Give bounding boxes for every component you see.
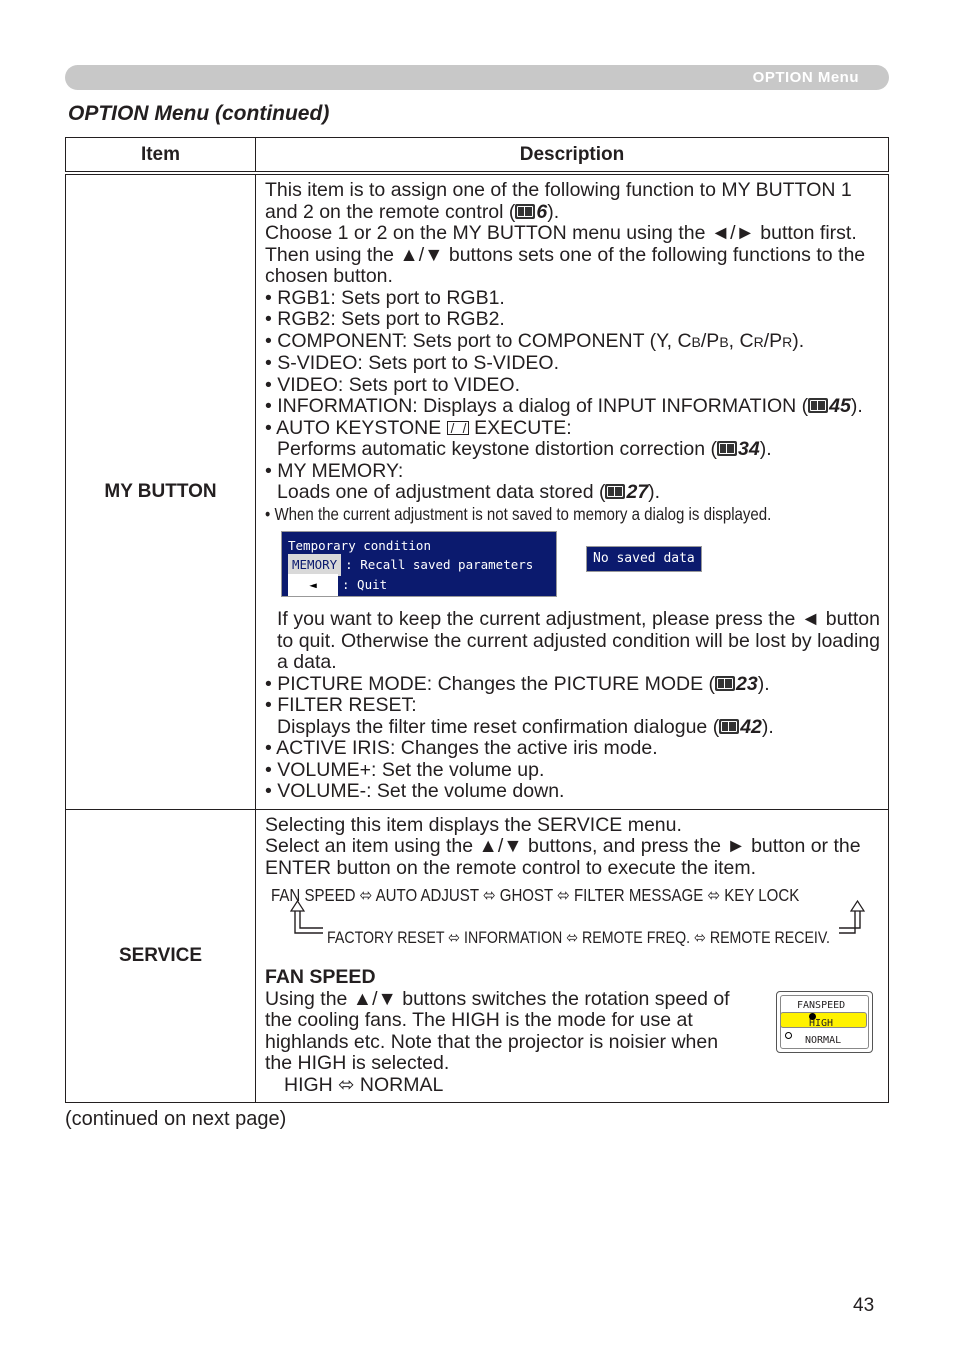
text-line: • INFORMATION: Displays a dialog of INPUT INFORMATION ( 45). — [265, 395, 863, 417]
text-line: Select an item using the ▲/▼ buttons, and press the ► button or the ENTER button on the remote control to execute the item. — [265, 835, 861, 879]
text-line: This item is to assign one of the following function to MY BUTTON 1 and 2 on the remote control ( 6). — [265, 179, 852, 223]
header-item: Item — [66, 138, 256, 172]
text-line: • VOLUME+: Set the volume up. — [265, 758, 545, 781]
text-line: • PICTURE MODE: Changes the PICTURE MODE ( 23). — [265, 672, 770, 695]
text-line: • FILTER RESET: — [265, 694, 417, 716]
text-line: • When the current adjustment is not saved to memory a dialog is displayed. — [265, 503, 772, 524]
flow-line-2: FACTORY RESET ⬄ INFORMATION ⬄ REMOTE FREQ. ⬄ REMOTE RECEIV. — [327, 929, 830, 947]
widget-title: FANSPEED — [797, 1000, 846, 1011]
text-line: • VIDEO: Sets port to VIDEO. — [265, 373, 520, 396]
osd-dialog-row — [265, 525, 880, 609]
text-line: • COMPONENT: Sets port to COMPONENT (Y, CB/PB, CR/PR). — [265, 329, 805, 352]
left-arrow-icon: ◄ — [288, 574, 338, 596]
flow-line-1: FAN SPEED ⬄ AUTO ADJUST ⬄ GHOST ⬄ FILTER MESSAGE ⬄ KEY LOCK — [271, 885, 800, 905]
keystone-icon — [447, 421, 469, 435]
text-line: Displays the filter time reset confirmation dialogue ( 42). — [277, 715, 774, 738]
memory-chip: MEMORY — [288, 554, 341, 576]
header-description: Description — [256, 138, 889, 172]
text-line: • MY MEMORY: — [265, 459, 404, 482]
text-line: Performs automatic keystone distortion correction ( 34). — [277, 438, 772, 460]
table-row — [66, 809, 889, 1103]
text-line: • RGB2: Sets port to RGB2. — [265, 308, 505, 330]
text-line: Choose 1 or 2 on the MY BUTTON menu using the ◄/► button first. Then using the ▲/▼ buttons sets one of the following functions to the chosen button. — [265, 222, 866, 287]
radio-icon — [785, 1032, 792, 1039]
text-line: • RGB1: Sets port to RGB1. — [265, 286, 505, 309]
book-icon — [808, 398, 828, 413]
text-line: Loads one of adjustment data stored ( 27). — [277, 481, 661, 503]
desc-my-button — [256, 175, 889, 810]
section-label: OPTION Menu — [752, 69, 859, 86]
header-bar — [65, 65, 889, 90]
high-option: HIGH — [780, 1012, 867, 1028]
book-icon — [719, 719, 739, 734]
page-number: 43 — [853, 1295, 875, 1316]
fan-speed-text: Using the ▲/▼ buttons switches the rotation speed of the cooling fans. The HIGH is the mode for use at highlands etc. Note that the projector is noisier when the HIGH is selected. — [265, 987, 730, 1074]
text-line: • VOLUME-: Set the volume down. — [265, 780, 565, 802]
desc-service — [256, 809, 889, 1103]
service-menu-flow — [265, 883, 880, 967]
fan-speed-options: HIGH ⬄ NORMAL — [284, 1073, 444, 1096]
continued-note: (continued on next page) — [65, 1108, 287, 1130]
page-ref: 27 — [626, 481, 649, 503]
table-header-row — [66, 138, 889, 172]
fan-speed-title: FAN SPEED — [265, 966, 376, 988]
item-service: SERVICE — [66, 809, 256, 1103]
text-line: Selecting this item displays the SERVICE menu. — [265, 813, 682, 836]
text-line: • AUTO KEYSTONE EXECUTE: — [265, 416, 572, 439]
book-icon — [715, 676, 735, 691]
text-line: If you want to keep the current adjustment, please press the ◄ button to quit. Otherwise the current adjusted condition will be lost by loading a data. — [277, 608, 880, 673]
book-icon — [605, 484, 625, 499]
osd-line: ◄ : Quit — [288, 574, 387, 596]
book-icon — [515, 204, 535, 219]
page-title: OPTION Menu (continued) — [68, 102, 330, 125]
page-ref: 45 — [829, 395, 851, 417]
item-my-button: MY BUTTON — [66, 175, 256, 810]
osd-line: Temporary condition — [288, 538, 431, 553]
fan-speed-block — [265, 967, 880, 1096]
osd-line: MEMORY : Recall saved parameters — [288, 554, 533, 576]
page-ref: 23 — [736, 672, 758, 695]
page-ref: 6 — [536, 200, 548, 223]
book-icon — [717, 441, 737, 456]
fan-speed-widget: FANSPEED HIGH NORMAL — [776, 991, 873, 1053]
option-table — [65, 137, 889, 1103]
page-ref: 42 — [740, 715, 762, 738]
text-line: • ACTIVE IRIS: Changes the active iris mode. — [265, 737, 658, 759]
page-ref: 34 — [738, 438, 760, 460]
memory-dialog — [281, 531, 557, 597]
table-row — [66, 175, 889, 810]
text-line: • S-VIDEO: Sets port to S-VIDEO. — [265, 352, 559, 374]
no-saved-data-dialog: No saved data — [586, 546, 702, 572]
